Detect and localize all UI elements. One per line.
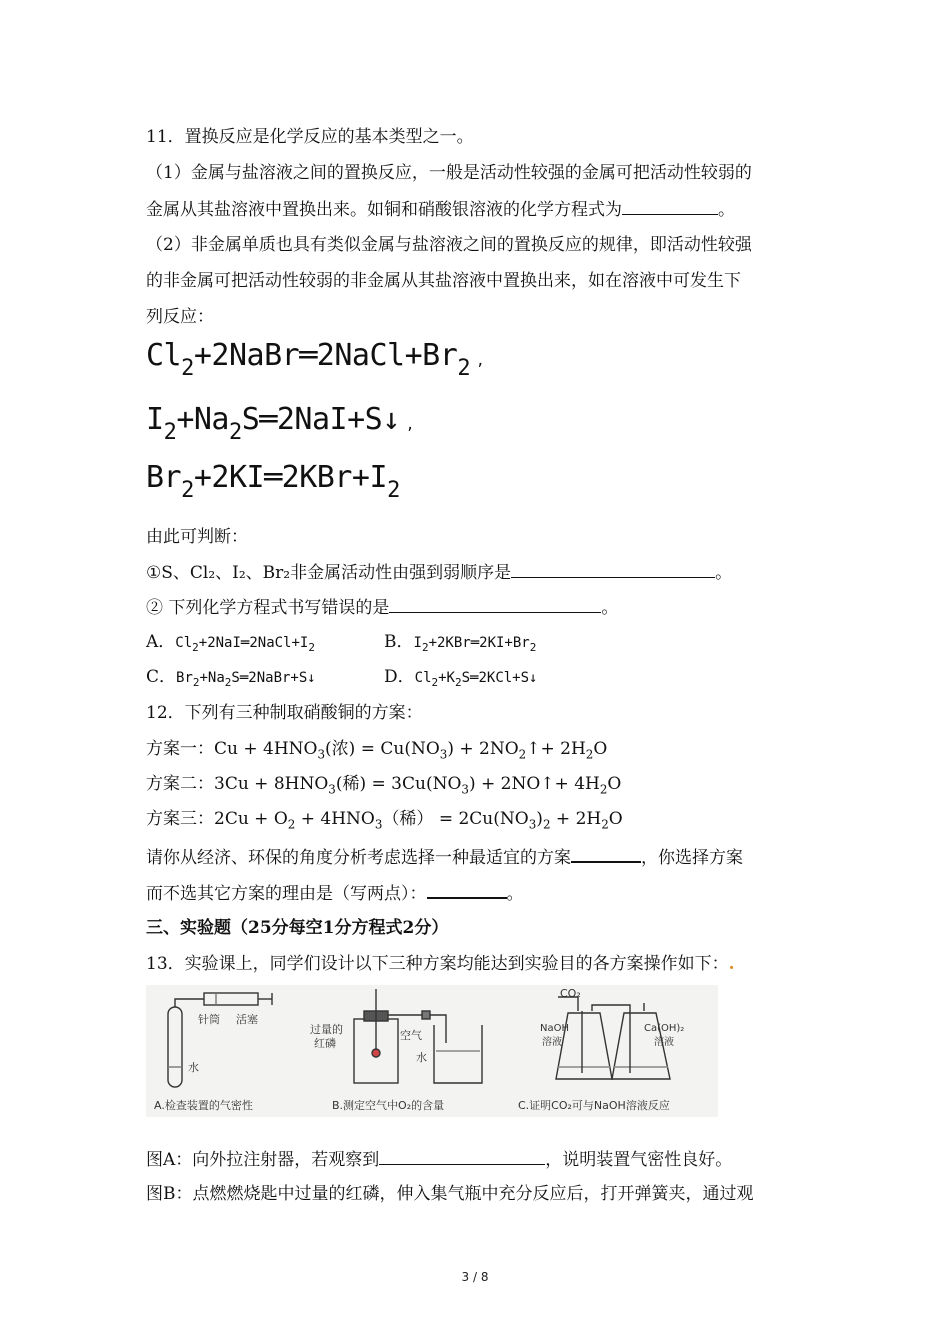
section-3-title: 三、实验题（25分每空1分方程式2分） [146, 918, 449, 938]
c-caption: C.证明CO₂可与NaOH溶液反应 [518, 1099, 670, 1112]
plan-3: 方案三：$2Cu + O_2 + 4HNO_3$（稀） = $2Cu(NO_3)_2 + 2H_2O$ [146, 809, 623, 832]
fig-b-question: 图B：点燃燃烧匙中过量的红磷，伸入集气瓶中充分反应后，打开弹簧夹，通过观 [146, 1184, 754, 1204]
reaction-3: $Br_2+2KI═2KBr+I_2$ [146, 460, 400, 503]
experiment-figure [146, 985, 718, 1117]
answer-blank-1[interactable] [622, 198, 718, 215]
q11-sub2: ② 下列化学方程式书写错误的是 。 [146, 598, 619, 618]
q11-p2-line1: （2）非金属单质也具有类似金属与盐溶液之间的置换反应的规律，即活动性较强 [146, 235, 752, 255]
plan-2: 方案二：$3Cu + 8HNO_3$(稀) = $3Cu(NO_3)$ + 2NO↑+ $4H_2O$ [146, 774, 622, 797]
q11-p2-line3: 列反应： [146, 307, 214, 327]
answer-blank-5[interactable] [427, 881, 507, 899]
apparatus-c [518, 987, 684, 1112]
a-caption: A.检查装置的气密性 [154, 1099, 253, 1112]
page-number: 3 / 8 [461, 1270, 489, 1284]
fig-a-question: 图A：向外拉注射器，若观察到 ，说明装置气密性良好。 [146, 1150, 733, 1170]
reaction-2: $I_2+Na_2S═2NaI+S↓$ , [146, 402, 414, 445]
reaction-1: $Cl_2+2NaBr═2NaCl+Br_2$ , [146, 338, 484, 381]
answer-blank-4[interactable] [571, 845, 641, 863]
c-label-naoh-solution: 溶液 [542, 1037, 562, 1048]
c-label-naoh: NaOH [540, 1023, 569, 1034]
b-label-water: 水 [416, 1051, 427, 1064]
q13-title: 13．实验课上，同学们设计以下三种方案均能达到实验目的各方案操作如下：. [146, 954, 735, 974]
b-label-air: 空气 [400, 1029, 422, 1042]
option-a: A．$Cl_2+2NaI═2NaCl+I_2$ [146, 632, 315, 654]
b-caption: B.测定空气中O₂的含量 [332, 1099, 445, 1112]
a-label-water: 水 [188, 1061, 199, 1074]
c-label-caoh2: Ca(OH)₂ [644, 1023, 685, 1034]
q11-p1-line1: （1）金属与盐溶液之间的置换反应，一般是活动性较强的金属可把活动性较弱的 [146, 163, 752, 183]
answer-blank-3[interactable] [389, 596, 601, 613]
plan-1: 方案一：$Cu + 4HNO_3$(浓) = $Cu(NO_3)$ + $2NO_2↑+ 2H_2O$ [146, 739, 608, 762]
c-label-caoh2-solution: 溶液 [654, 1037, 674, 1048]
apparatus-a [154, 993, 272, 1112]
c-label-co2: CO₂ [560, 987, 581, 1000]
q11-judge: 由此可判断： [146, 527, 248, 547]
option-d: D．$Cl_2+K_2S═2KCl+S↓$ [384, 667, 538, 689]
q11-p1-line2: 金属从其盐溶液中置换出来。如铜和硝酸银溶液的化学方程式为 。 [146, 200, 735, 220]
option-c: C．$Br_2+Na_2S═2NaBr+S↓$ [146, 667, 316, 689]
q11-title: 11．置换反应是化学反应的基本类型之一。 [146, 127, 474, 147]
option-b: B．$I_2+2KBr═2KI+Br_2$ [384, 632, 537, 654]
answer-blank-6[interactable] [379, 1148, 545, 1165]
a-label-piston: 活塞 [236, 1013, 258, 1026]
q12-ask-line2: 而不选其它方案的理由是（写两点）： 。 [146, 881, 524, 905]
apparatus-b [310, 989, 482, 1112]
q11-sub1: ①S、Cl₂、I₂、Br₂非金属活动性由强到弱顺序是 。 [146, 563, 733, 583]
q11-p2-line2: 的非金属可把活动性较弱的非金属从其盐溶液中置换出来，如在溶液中可发生下 [146, 271, 741, 291]
a-label-syringe: 针筒 [198, 1013, 220, 1026]
q12-title: 12．下列有三种制取硝酸铜的方案： [146, 703, 423, 723]
b-label-phosphorus: 红磷 [314, 1037, 336, 1050]
answer-blank-2[interactable] [511, 561, 715, 578]
q12-ask-line1: 请你从经济、环保的角度分析考虑选择一种最适宜的方案 ，你选择方案 [146, 845, 743, 869]
b-label-excess: 过量的 [310, 1023, 343, 1036]
